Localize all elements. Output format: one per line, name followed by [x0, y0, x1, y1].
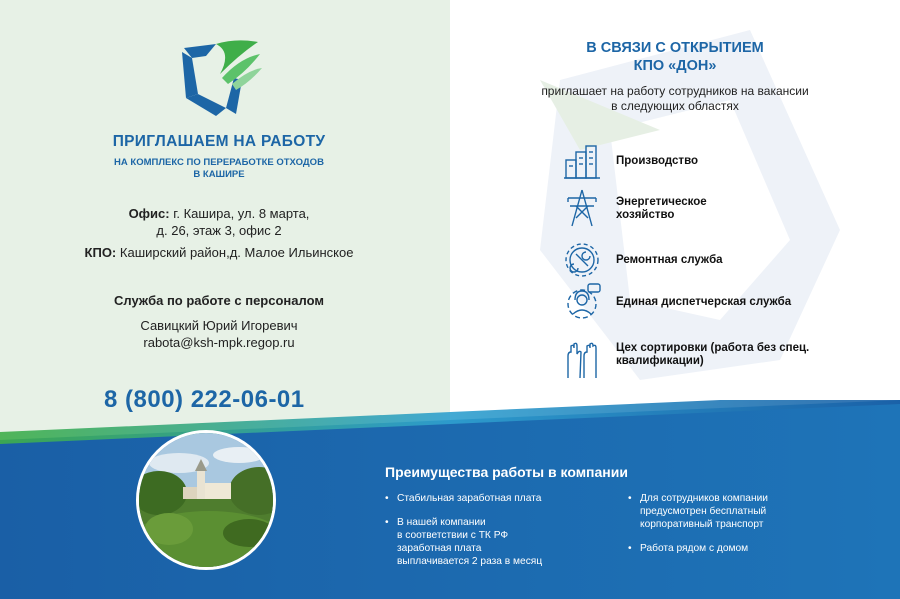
- left-subtitle-line1: НА КОМПЛЕКС ПО ПЕРЕРАБОТКЕ ОТХОДОВ: [114, 157, 324, 168]
- advantage-item: [640, 542, 748, 555]
- vacancy-label: Ремонтная служба: [616, 254, 723, 266]
- right-sub-line2: в следующих областях: [611, 99, 739, 113]
- advantage-line: • В нашей компании: [397, 517, 486, 528]
- vacancy-item: [562, 340, 862, 380]
- vacancy-item: [562, 282, 862, 322]
- advantage-line: корпоративный транспорт: [640, 519, 764, 530]
- advantage-line: • Стабильная заработная плата: [397, 493, 542, 504]
- office-label: Офис:: [128, 206, 170, 221]
- advantage-line: заработная плата: [397, 543, 482, 554]
- right-sub-line1: приглашает на работу сотрудников на вакансии: [541, 84, 809, 98]
- advantage-item: [397, 492, 541, 505]
- kpo-address: [0, 244, 438, 261]
- advantage-item: [397, 516, 542, 568]
- kpo-value: Каширский район,д. Малое Ильинское: [119, 245, 354, 260]
- left-title: ПРИГЛАШАЕМ НА РАБОТУ: [112, 133, 326, 150]
- factory-icon: [562, 142, 602, 182]
- vacancy-item: [562, 240, 862, 280]
- left-subtitle-line2: В КАШИРЕ: [193, 169, 245, 180]
- right-title-line2: КПО «ДОН»: [633, 58, 717, 74]
- kpo-label: КПО:: [84, 245, 117, 260]
- advantage-line: в соответствии с ТК РФ: [397, 530, 509, 541]
- vacancy-label: Единая диспетчерская служба: [616, 296, 792, 308]
- wrench-gear-icon: [562, 240, 602, 280]
- vacancy-label: [616, 196, 856, 222]
- vacancy-label-line2: хозяйство: [616, 209, 675, 221]
- right-title-line1: В СВЯЗИ С ОТКРЫТИЕМ: [586, 40, 764, 56]
- company-logo: [176, 38, 262, 118]
- office-line1: г. Кашира, ул. 8 марта,: [173, 206, 310, 221]
- power-tower-icon: [562, 188, 602, 228]
- hr-name: Савицкий Юрий Игоревич: [140, 318, 298, 333]
- office-line2: д. 26, этаж 3, офис 2: [156, 223, 282, 238]
- hr-email[interactable]: rabota@ksh-mpk.regop.ru: [143, 335, 295, 350]
- gloves-icon: [562, 340, 602, 380]
- advantage-line: предусмотрен бесплатный: [640, 506, 767, 517]
- vacancy-item: [562, 188, 862, 228]
- advantage-line: • Работа рядом с домом: [640, 543, 749, 554]
- advantage-item: [640, 492, 768, 531]
- vacancy-label-line2: квалификации): [616, 355, 704, 367]
- vacancy-item: [562, 142, 862, 182]
- phone-number[interactable]: 8 (800) 222-06-01: [104, 386, 305, 413]
- advantage-line: • Для сотрудников компании: [640, 493, 768, 504]
- vacancy-label-line1: Энергетическое: [616, 196, 707, 208]
- vacancy-label-line1: Цех сортировки (работа без спец.: [616, 342, 810, 354]
- advantages-title: Преимущества работы в компании: [385, 464, 628, 480]
- dispatcher-headset-icon: [562, 282, 602, 322]
- office-address-line1: [0, 205, 438, 222]
- hr-heading: Служба по работе с персоналом: [114, 293, 324, 308]
- vacancy-label: [616, 342, 856, 368]
- advantage-line: выплачивается 2 раза в месяц: [397, 556, 543, 567]
- town-photo: [136, 430, 276, 570]
- vacancy-label: Производство: [616, 155, 699, 167]
